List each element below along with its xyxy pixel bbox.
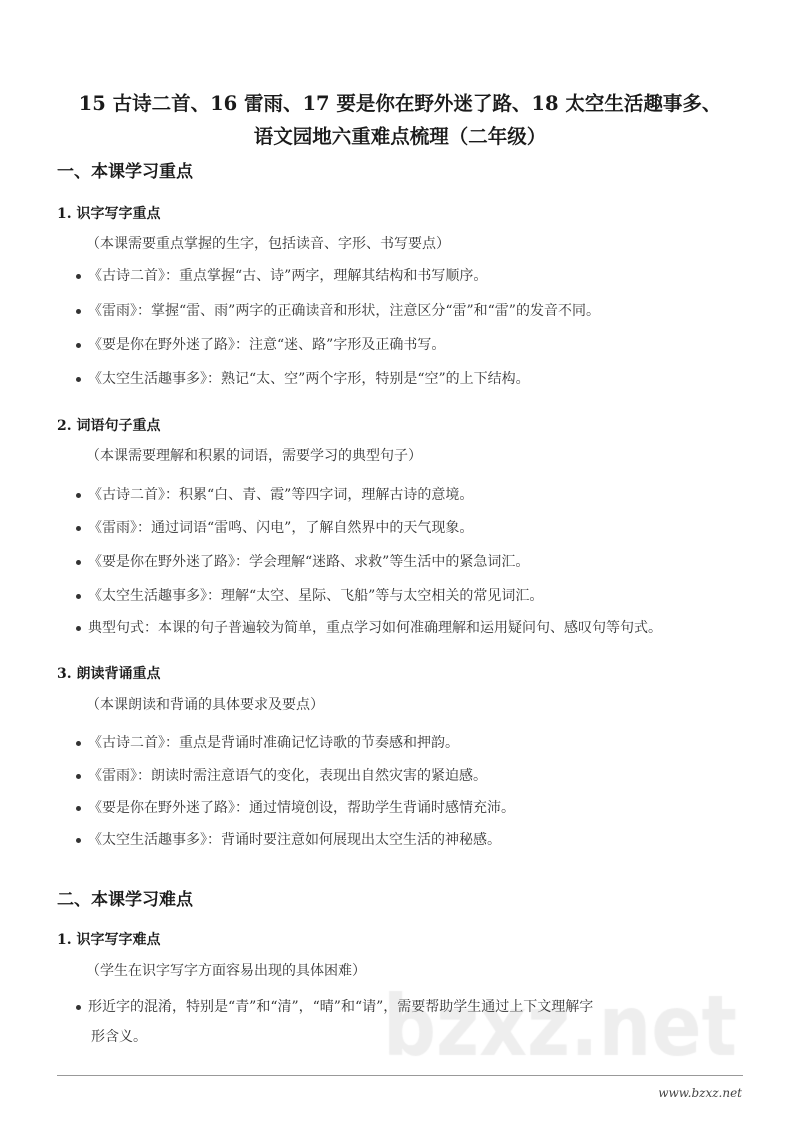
list-item-text: 《要是你在野外迷了路》：注意“迷、路”字形及正确书写。 [88,337,446,353]
list-item-text: 《古诗二首》：积累“白、青、霞”等四字词，理解古诗的意境。 [88,487,474,503]
subsection-note: （学生在识字写字方面容易出现的具体困难） [86,963,366,979]
bullet-icon [76,274,81,279]
document-title-line-1: 15 古诗二首、16 雷雨、17 要是你在野外迷了路、18 太空生活趣事多、 [78,92,722,115]
bullet-icon [76,1005,81,1010]
list-item [76,829,501,849]
bullet-icon [76,377,81,382]
bullet-icon [76,560,81,565]
list-item [76,368,530,388]
subsection-note: （本课需要理解和积累的词语，需要学习的典型句子） [86,448,422,464]
list-item [76,765,487,785]
list-item-text: 《太空生活趣事多》：理解“太空、星际、飞船”等与太空相关的常见词汇。 [88,588,544,604]
bullet-icon [76,309,81,314]
list-item [76,300,600,320]
list-item-text: 《雷雨》：掌握“雷、雨”两字的正确读音和形状，注意区分“雷”和“雷”的发音不同。 [88,303,600,319]
list-item-text: 《雷雨》：朗读时需注意语气的变化，表现出自然灾害的紧迫感。 [88,768,487,784]
bullet-icon [76,493,81,498]
list-item [76,996,593,1016]
list-item-text: 《要是你在野外迷了路》：通过情境创设，帮助学生背诵时感情充沛。 [88,800,515,816]
list-item-text: 典型句式：本课的句子普遍较为简单，重点学习如何准确理解和运用疑问句、感叹句等句式。 [88,620,662,636]
list-item [76,551,529,571]
list-item-text: 形近字的混淆，特别是“青”和“清”，“晴”和“请”，需要帮助学生通过上下文理解字 [88,999,594,1015]
subsection-note: （本课需要重点掌握的生字，包括读音、字形、书写要点） [86,236,450,252]
footer-url: www.bzxz.net [658,1086,742,1100]
list-item [76,484,473,504]
bullet-icon [76,594,81,599]
list-item [76,334,445,354]
list-item [76,797,515,817]
list-item-text: 《太空生活趣事多》：熟记“太、空”两个字形，特别是“空”的上下结构。 [88,371,530,387]
list-item-text: 《太空生活趣事多》：背诵时要注意如何展现出太空生活的神秘感。 [88,832,501,848]
footer-divider [57,1075,743,1076]
bullet-icon [76,741,81,746]
bullet-icon [76,774,81,779]
subsection-heading: 2. 词语句子重点 [57,418,161,434]
list-item-text: 《雷雨》：通过词语“雷鸣、闪电”，了解自然界中的天气现象。 [88,520,474,536]
list-item-text: 《要是你在野外迷了路》：学会理解“迷路、求救”等生活中的紧急词汇。 [88,554,530,570]
subsection-heading: 1. 识字写字重点 [57,206,161,222]
list-item [76,517,473,537]
bullet-icon [76,526,81,531]
list-item [76,265,487,285]
list-item-continuation: 形含义。 [91,1029,147,1045]
section-heading: 一、本课学习重点 [57,162,193,182]
list-item [76,585,543,605]
subsection-heading: 1. 识字写字难点 [57,932,161,948]
watermark-image [375,975,745,1070]
list-item-text: 《古诗二首》：重点是背诵时准确记忆诗歌的节奏感和押韵。 [88,735,459,751]
section-heading: 二、本课学习难点 [57,890,193,910]
list-item [76,617,662,637]
list-item [76,732,459,752]
bullet-icon [76,343,81,348]
bullet-icon [76,626,81,631]
subsection-note: （本课朗读和背诵的具体要求及要点） [86,697,324,713]
bullet-icon [76,838,81,843]
document-title-line-2: 语文园地六重难点梳理（二年级） [253,125,547,148]
bullet-icon [76,806,81,811]
list-item-text: 《古诗二首》：重点掌握“古、诗”两字，理解其结构和书写顺序。 [88,268,488,284]
subsection-heading: 3. 朗读背诵重点 [57,666,161,682]
